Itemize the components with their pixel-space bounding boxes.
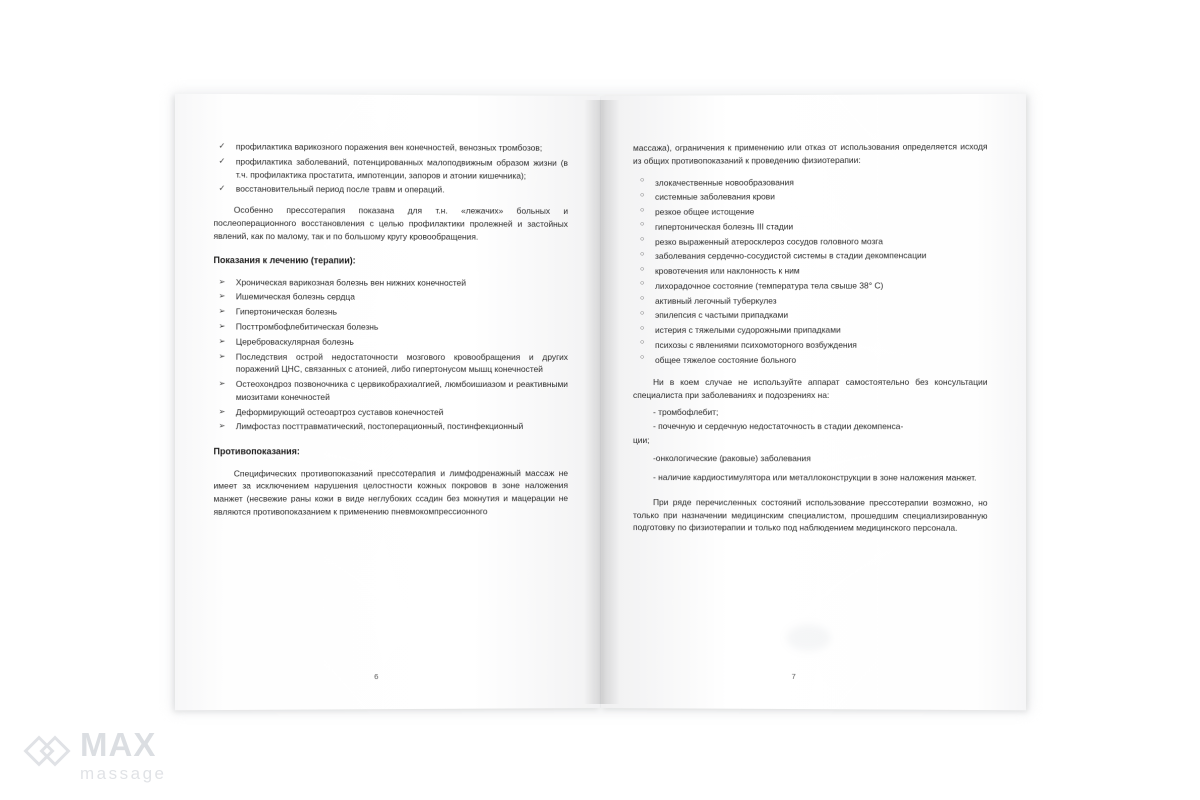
list-item-text: истерия с тяжелыми судорожными припадками: [655, 324, 841, 336]
list-item-text: резко выраженный атеросклероз сосудов головного мозга: [655, 235, 884, 247]
indications-list: [214, 276, 568, 433]
paragraph-contraindications-intro: Специфических противопоказаний прессотерапия и лимфодренажный массаж не имеет за исключением нарушения целостности кожных покровов в зоне наложения манжет (несвежие раны кожи в виде неглубоких ссадин без мокнутия и мацерации не являются противопоказанием к применению пневмокомпрессионного: [213, 467, 568, 517]
warning-item-renal-cardiac: - почечную и сердечную недостаточность в стадии декомпенса-: [653, 420, 904, 431]
circle-bullet-icon: ○: [640, 339, 645, 347]
arrow-bullet-icon: ➢: [218, 291, 226, 301]
list-item-text: эпилепсия с частыми припадками: [655, 310, 789, 321]
list-item: [214, 183, 568, 197]
list-item: [633, 309, 987, 322]
circle-bullet-icon: ○: [640, 265, 645, 273]
list-item: [633, 353, 987, 366]
list-item-text: резкое общее истощение: [655, 206, 755, 217]
check-icon: ✓: [218, 156, 226, 166]
list-item-text: системные заболевания крови: [655, 191, 775, 203]
list-item-text: гипертоническая болезнь III стадии: [655, 221, 794, 232]
contraindications-list: [633, 175, 987, 366]
list-item: [214, 320, 568, 333]
list-item-text: Цереброваскулярная болезнь: [235, 336, 354, 347]
list-item: [214, 291, 568, 304]
list-item: [633, 175, 987, 189]
list-item: [633, 279, 987, 293]
list-item-text: Деформирующий остеоартроз суставов конечностей: [235, 406, 444, 417]
list-item-text: Последствия острой недостаточности мозгового кровообращения и других поражений ЦНС, связанных с атонией, либо гипертонусом мышц конечностей: [235, 351, 568, 375]
paragraph-pressotherapy-indication: Особенно прессотерапия показана для т.н. «лежачих» больных и послеоперационного восстановления с целью профилактики пролежней и застойных явлений, как по малому, так и по большому кругу кровообращения.: [213, 204, 568, 242]
heading-contraindications: Противопоказания:: [213, 446, 300, 457]
open-book: [178, 96, 1023, 708]
left-page: [175, 94, 600, 711]
list-item-text: психозы с явлениями психомоторного возбуждения: [655, 339, 857, 350]
arrow-bullet-icon: ➢: [218, 336, 226, 346]
list-item-text: общее тяжелое состояние больного: [655, 354, 797, 365]
circle-bullet-icon: ○: [640, 176, 645, 184]
arrow-bullet-icon: ➢: [218, 421, 226, 431]
circle-bullet-icon: ○: [640, 235, 645, 243]
warning-item-pacemaker: - наличие кардиостимулятора или металлоконструкции в зоне наложения манжет.: [653, 472, 977, 483]
list-item-text: Ишемическая болезнь сердца: [235, 291, 355, 303]
circle-bullet-icon: ○: [640, 324, 645, 332]
circle-bullet-icon: ○: [640, 221, 645, 229]
warning-item-renal-cardiac-cont: ции;: [633, 434, 650, 445]
list-item: [633, 220, 987, 234]
left-page-content: [214, 140, 568, 674]
paragraph-closing: При ряде перечисленных состояний использование прессотерапии возможно, но только при назначении медицинским специалистом, прошедшим специализированную подготовку по физиотерапии и только под наблюдением медицинского персонала.: [633, 496, 988, 534]
list-item-text: восстановительный период после травм и операций.: [235, 183, 445, 195]
circle-bullet-icon: ○: [640, 206, 645, 214]
warning-item-thrombophlebitis: - тромбофлебит;: [653, 407, 719, 418]
watermark: [28, 728, 166, 782]
list-item: [633, 234, 987, 248]
list-item-text: Гипертоническая болезнь: [235, 306, 338, 317]
arrow-bullet-icon: ➢: [218, 351, 226, 361]
list-item: [633, 294, 987, 307]
page-number-left: 6: [374, 672, 379, 682]
list-item-text: заболевания сердечно-сосудистой системы в стадии декомпенсации: [655, 250, 927, 262]
list-item-text: профилактика заболеваний, потенцированных малоподвижным образом жизни (в т.ч. профилактика простатита, импотенции, запоров и атонии кишечника);: [235, 156, 568, 181]
right-page-content: [633, 140, 987, 674]
list-item: [214, 140, 568, 154]
arrow-bullet-icon: ➢: [218, 306, 226, 316]
print-through-blotch: [787, 625, 831, 651]
watermark-subtitle: massage: [80, 764, 167, 783]
list-item-text: Лимфостаз посттравматический, постоперационный, постинфекционный: [235, 421, 524, 432]
paragraph-warning-intro: Ни в коем случае не используйте аппарат самостоятельно без консультации специалиста при заболеваниях и подозрениях на:: [633, 377, 988, 401]
arrow-bullet-icon: ➢: [218, 406, 226, 416]
list-item: [633, 339, 987, 352]
watermark-text: [80, 728, 166, 782]
circle-bullet-icon: ○: [640, 354, 645, 362]
circle-bullet-icon: ○: [640, 250, 645, 258]
warning-item-oncology: -онкологические (раковые) заболевания: [653, 453, 811, 464]
list-item-text: Остеохондроз позвоночника с цервикобрахиалгией, люмбоишиазом и реактивными миозитами конечностей: [235, 378, 568, 402]
circle-bullet-icon: ○: [640, 191, 645, 199]
watermark-title: MAX: [80, 726, 157, 763]
list-item-text: кровотечения или наклонность к ним: [655, 265, 800, 277]
right-page: [601, 94, 1026, 711]
list-item: [633, 264, 987, 278]
list-item: [214, 335, 568, 348]
list-item: [633, 324, 987, 337]
circle-bullet-icon: ○: [640, 309, 645, 317]
list-item: [214, 350, 568, 376]
list-item: [214, 406, 568, 419]
max-massage-logo-icon: [28, 732, 74, 778]
list-item: [633, 190, 987, 204]
paragraph-continuation: массажа), ограничения к применению или отказ от использования определяется исходя из общих противопоказаний к проведению физиотерапии:: [633, 141, 988, 166]
page-number-right: 7: [791, 671, 796, 681]
list-item: [214, 276, 568, 290]
circle-bullet-icon: ○: [640, 280, 645, 288]
arrow-bullet-icon: ➢: [218, 321, 226, 331]
top-checklist: [214, 140, 568, 197]
arrow-bullet-icon: ➢: [218, 378, 226, 388]
list-item-text: активный легочный туберкулез: [655, 295, 777, 306]
list-item-text: профилактика варикозного поражения вен конечностей, венозных тромбозов;: [235, 141, 543, 153]
list-item: [214, 420, 568, 433]
list-item: [214, 378, 568, 404]
list-item: [214, 155, 568, 182]
arrow-bullet-icon: ➢: [218, 276, 226, 286]
list-item: [633, 249, 987, 263]
list-item-text: лихорадочное состояние (температура тела свыше 38° С): [655, 280, 884, 291]
list-item: [214, 306, 568, 319]
heading-indications: Показания к лечению (терапии):: [213, 255, 356, 266]
list-item-text: Хроническая варикозная болезнь вен нижних конечностей: [235, 276, 466, 288]
check-icon: ✓: [218, 141, 226, 151]
circle-bullet-icon: ○: [640, 295, 645, 303]
list-item-text: Посттромбофлебитическая болезнь: [235, 321, 379, 332]
list-item: [633, 205, 987, 219]
list-item-text: злокачественные новообразования: [655, 176, 794, 188]
check-icon: ✓: [218, 183, 226, 193]
